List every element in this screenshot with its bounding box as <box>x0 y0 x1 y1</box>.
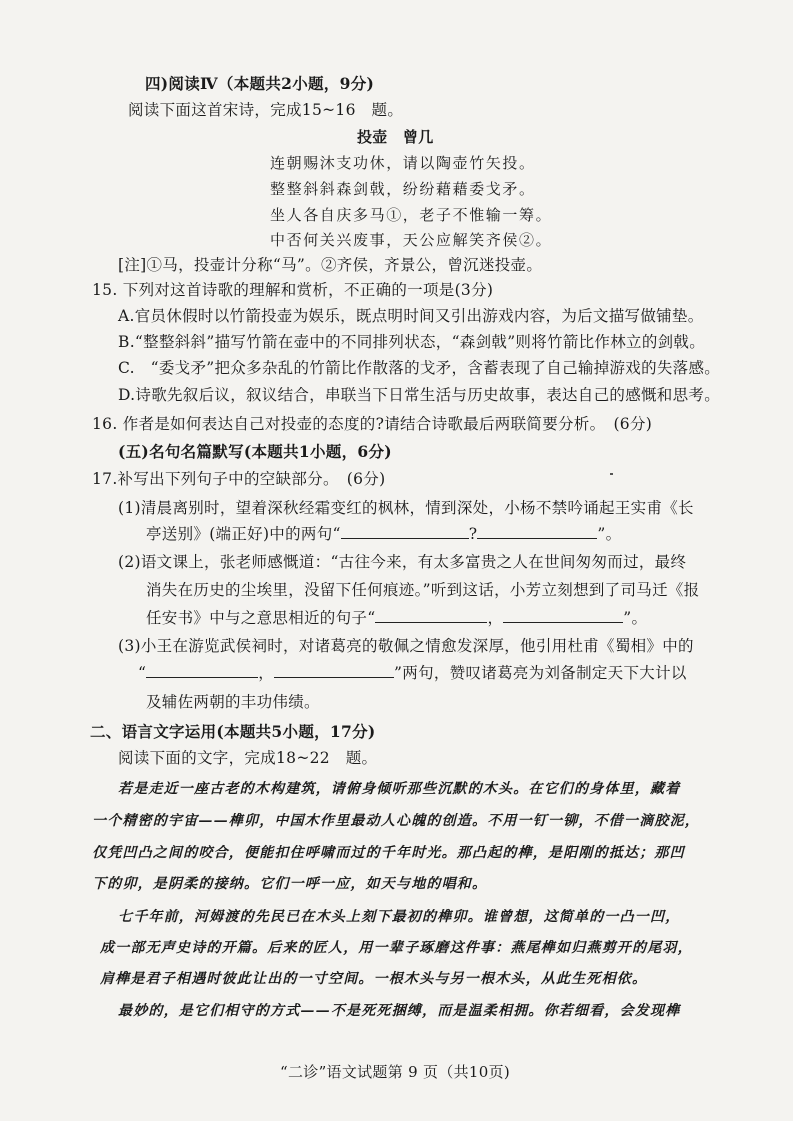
section-heading: (五)名句名篇默写(本题共1小题，6分) <box>118 442 392 461</box>
passage-line: 七千年前，河姆渡的先民已在木头上刻下最初的榫卯。谁曾想，这简单的一凸一凹， <box>118 909 681 925</box>
section-heading: 四)阅读Ⅳ（本题共2小题，9分) <box>145 74 375 93</box>
poem-line: 整整斜斜森剑戟，纷纷藉藉委戈矛。 <box>270 180 536 198</box>
q17-item-3-blanks: “ ， ”两句，赞叹诸葛亮为刘备制定天下大计以 <box>138 664 687 682</box>
question-16-stem: 16. 作者是如何表达自己对投壶的态度的?请结合诗歌最后两联简要分析。 (6分) <box>92 415 653 433</box>
page-footer: “二诊”语文试题第 9 页（共10页) <box>280 1063 511 1081</box>
q15-option-b: B.“整整斜斜”描写竹箭在壶中的不同排列状态，“森剑戟”则将竹箭比作林立的剑戟。 <box>118 333 706 351</box>
question-17-stem: 17.补写出下列句子中的空缺部分。 (6分) <box>92 470 386 488</box>
q17-item-3-line3: 及辅佐两朝的丰功伟绩。 <box>146 693 320 711</box>
answer-blank[interactable] <box>341 524 469 539</box>
poem-note: [注]①马，投壶计分称“马”。②齐侯，齐景公，曾沉迷投壶。 <box>118 256 543 274</box>
q15-option-c: C. “委戈矛”把众多杂乱的竹箭比作散落的戈矛，含蓄表现了自己输掉游戏的失落感。 <box>118 359 721 377</box>
question-15-stem: 15. 下列对这首诗歌的理解和赏析，不正确的一项是(3分) <box>92 281 494 299</box>
q17-item-1: (1)清晨离别时，望着深秋经霜变红的枫林，情到深处，小杨不禁吟诵起王实甫《长 <box>118 499 694 517</box>
passage-line: 若是走近一座古老的木构建筑，请俯身倾听那些沉默的木头。在它们的身体里，藏着 <box>118 781 681 797</box>
poem-line: 中否何关兴废事，天公应解笑齐侯②。 <box>270 231 553 249</box>
scan-speck <box>610 473 613 475</box>
part-instruction: 阅读下面的文字，完成18~22 题。 <box>118 749 378 767</box>
answer-blank[interactable] <box>503 608 623 623</box>
passage-line: 下的卯，是阴柔的接纳。它们一呼一应，如天与地的唱和。 <box>92 876 488 892</box>
poem-line: 连朝赐沐支功休，请以陶壶竹矢投。 <box>270 154 536 172</box>
answer-blank[interactable] <box>375 608 487 623</box>
passage-line: 成一部无声史诗的开篇。后来的匠人，用一辈子琢磨这件事：燕尾榫如归燕剪开的尾羽， <box>100 940 693 956</box>
passage-line: 最妙的，是它们相守的方式——不是死死捆缚，而是温柔相拥。你若细看，会发现榫 <box>118 1003 681 1019</box>
q15-option-d: D.诗歌先叙后议，叙议结合，串联当下日常生活与历史故事，表达自己的感慨和思考。 <box>118 386 721 404</box>
q17-item-3: (3)小王在游览武侯祠时，对诸葛亮的敬佩之情愈发深厚，他引用杜甫《蜀相》中的 <box>118 637 694 655</box>
answer-blank[interactable] <box>477 524 597 539</box>
passage-line: 肩榫是君子相遇时彼此让出的一寸空间。一根木头与另一根木头，从此生死相依。 <box>100 971 648 987</box>
passage-line: 仅凭凹凸之间的咬合，便能扣住呼啸而过的千年时光。那凸起的榫，是阳刚的抵达；那凹 <box>92 845 685 861</box>
answer-blank[interactable] <box>146 663 258 678</box>
passage-line: 一个精密的宇宙——榫卯，中国木作里最动人心魄的创造。不用一钉一铆，不借一滴胶泥， <box>92 813 700 829</box>
poem-title: 投壶 曾几 <box>357 128 434 146</box>
poem-line: 坐人各自庆多马①，老子不惟输一筹。 <box>270 206 553 224</box>
part-heading: 二、语言文字运用(本题共5小题，17分) <box>90 722 376 741</box>
q17-item-2-blanks: 任安书》中与之意思相近的句子“ ， ”。 <box>146 609 648 627</box>
q17-item-2: (2)语文课上，张老师感慨道：“古往今来，有太多富贵之人在世间匆匆而过，最终 <box>118 553 687 571</box>
q17-item-1-blanks: 亭送别》(端正好)中的两句“ ? ”。 <box>146 525 622 543</box>
answer-blank[interactable] <box>274 663 394 678</box>
section-instruction: 阅读下面这首宋诗，完成15~16 题。 <box>128 101 404 119</box>
q17-item-2-line2: 消失在历史的尘埃里，没留下任何痕迹。”听到这话，小芳立刻想到了司马迁《报 <box>146 581 700 599</box>
q15-option-a: A.官员休假时以竹箭投壶为娱乐，既点明时间又引出游戏内容，为后文描写做铺垫。 <box>118 307 704 325</box>
